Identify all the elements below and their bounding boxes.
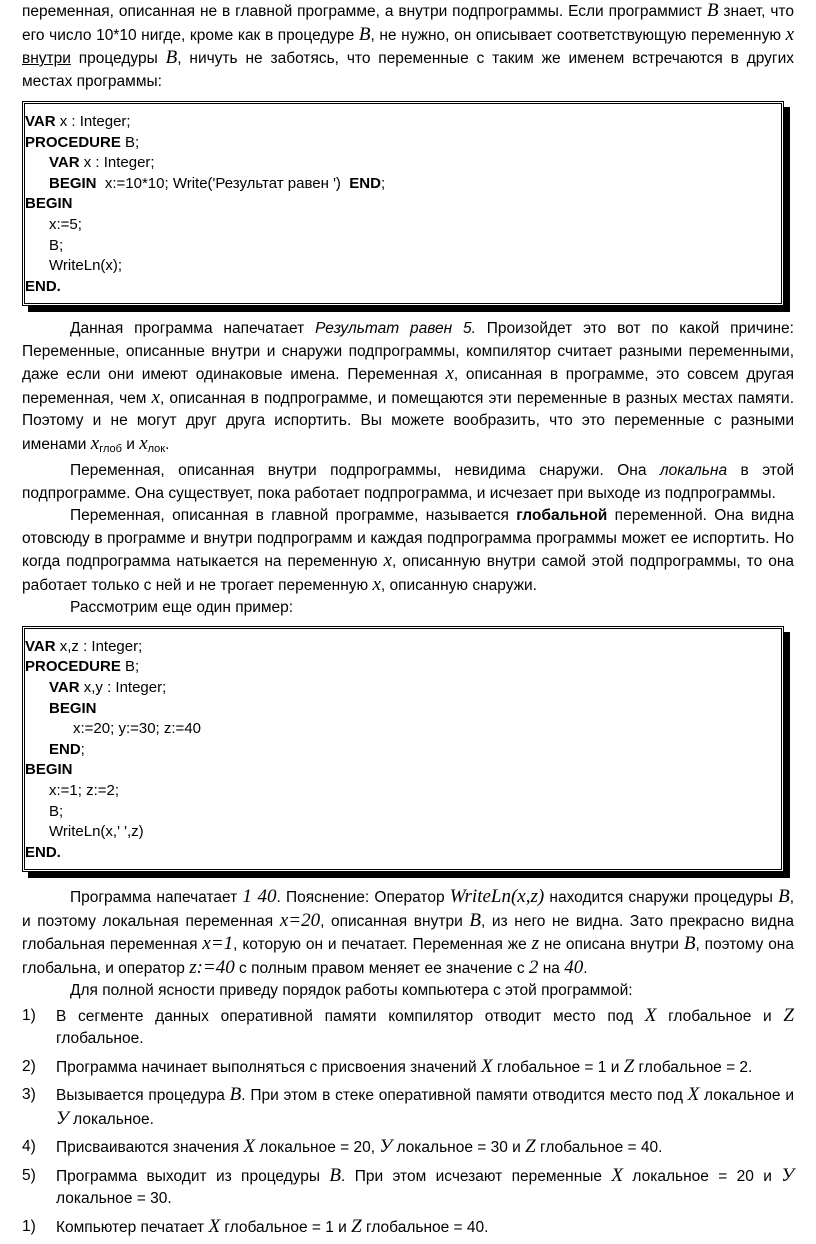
code-line: x:=5; xyxy=(49,215,82,233)
italic-term: локальна xyxy=(659,462,728,480)
text: , ничуть не заботясь, что переменные с таким же именем встречаются в других местах программы: xyxy=(22,50,794,90)
paragraph-global: Переменная, описанная в главной программе, называется глобальной переменной. Она видна отовсюду в программе и внутри подпрограмм и каждая подпрограмма программы может ее испортить. Но когда подпрограмма натыкается на переменную x, описанную внутри самой этой подпрограммы, то она работает только с ней и не трогает переменную x, описанную снаружи. xyxy=(22,507,795,595)
code-line: PROCEDURE B; xyxy=(25,133,140,151)
var-B: B xyxy=(165,47,178,68)
paragraph-steps-intro: Для полной ясности приведу порядок работы компьютера с этой программой: xyxy=(70,982,633,1000)
var-B: B xyxy=(706,0,719,21)
paragraph-local: Переменная, описанная внутри подпрограммы, невидима снаружи. Она локальна в этой подпрограмме. Она существует, пока работает подпрограмма, и исчезает при выходе из подпрограммы. xyxy=(22,462,795,502)
document-page xyxy=(22,0,794,1244)
text: переменная, описанная не в главной программе, а внутри подпрограммы. Если программист xyxy=(22,3,707,20)
bold-term: глобальной xyxy=(516,507,608,525)
code-block-1 xyxy=(22,101,784,306)
list-item: 3) Вызывается процедура B. При этом в стеке оперативной памяти отводится место под X локальное и У локальное. xyxy=(22,1084,794,1129)
code-line: B; xyxy=(49,236,64,254)
paragraph-explanation: Данная программа напечатает Результат равен 5. Произойдет это вот по какой причине: Переменные, описанные внутри и снаружи подпрограммы, компилятор считает разными переменными, даже если они имеют одинаковые имена. Переменная x, описанная в программе, это совсем другая переменная, чем x, описанная в подпрограмме, и помещаются эти переменные в разных местах памяти. Поэтому и не могут друг друга испортить. Вы можете вообразить, что это переменные с разными именами $x_{глоб}$ и $x_{лок}$. xyxy=(22,320,794,455)
steps-list xyxy=(22,1005,794,1240)
code-line: BEGIN xyxy=(25,761,73,779)
list-item: 2) Программа начинает выполняться с присвоения значений X глобальное = 1 и Z глобальное = 2. xyxy=(22,1055,753,1077)
list-item: 1) Компьютер печатает X глобальное = 1 и Z глобальное = 40. xyxy=(22,1215,489,1237)
paragraph-example: Рассмотрим еще один пример: xyxy=(70,599,294,617)
code-line: x:=20; y:=30; z:=40 xyxy=(73,720,202,738)
text: процедуры xyxy=(70,50,166,67)
list-item: 5) Программа выходит из процедуры B. При этом исчезают переменные X локальное = 20 и У локальное = 30. xyxy=(22,1164,795,1208)
code-line: VAR x : Integer; xyxy=(25,113,131,130)
code-line: BEGIN x:=10*10; Write('Результат равен ') END; xyxy=(49,174,386,192)
code-line: B; xyxy=(49,802,64,820)
code-line: END. xyxy=(25,277,61,295)
code-line: WriteLn(x,' ',z) xyxy=(49,823,144,841)
code-block-2 xyxy=(22,626,784,873)
code-line: VAR x,z : Integer; xyxy=(25,637,143,655)
paragraph-intro xyxy=(22,0,794,93)
code-line: x:=1; z:=2; xyxy=(49,782,120,799)
list-item: 1) В сегменте данных оперативной памяти компилятор отводит место под X глобальное и Z глобальное. xyxy=(22,1004,794,1048)
text: знает, что его число 10*10 нигде, кроме как в процедуре xyxy=(22,3,794,44)
code-line: END; xyxy=(49,740,85,758)
code-line: VAR x,y : Integer; xyxy=(49,679,167,697)
underlined-word: внутри xyxy=(22,50,71,67)
code-line: END. xyxy=(25,843,61,861)
code-line: BEGIN xyxy=(49,699,97,717)
code-line: BEGIN xyxy=(25,195,73,213)
italic-result: Результат равен 5. xyxy=(315,320,476,338)
var-B: B xyxy=(358,23,371,45)
code-line: PROCEDURE B; xyxy=(25,658,140,676)
paragraph-output: Программа напечатает 1 40. Пояснение: Оператор WriteLn(x,z) находится снаружи процедуры B, и поэтому локальная переменная x=20, описанная внутри B, из него не видна. Зато прекрасно видна глобальная переменная x=1, которую он и печатает. Переменная же z не описана внутри B, поэтому она глобальна, и оператор z:=40 с полным правом меняет ее значение с 2 на 40. xyxy=(22,886,795,978)
code-line: VAR x : Integer; xyxy=(49,154,155,172)
list-item: 4) Присваиваются значения X локальное = 20, У локальное = 30 и Z глобальное = 40. xyxy=(22,1136,663,1158)
code-line: WriteLn(x); xyxy=(49,257,123,275)
var-x: x xyxy=(785,23,794,45)
text: , не нужно, он описывает соответствующую переменную xyxy=(370,26,786,44)
